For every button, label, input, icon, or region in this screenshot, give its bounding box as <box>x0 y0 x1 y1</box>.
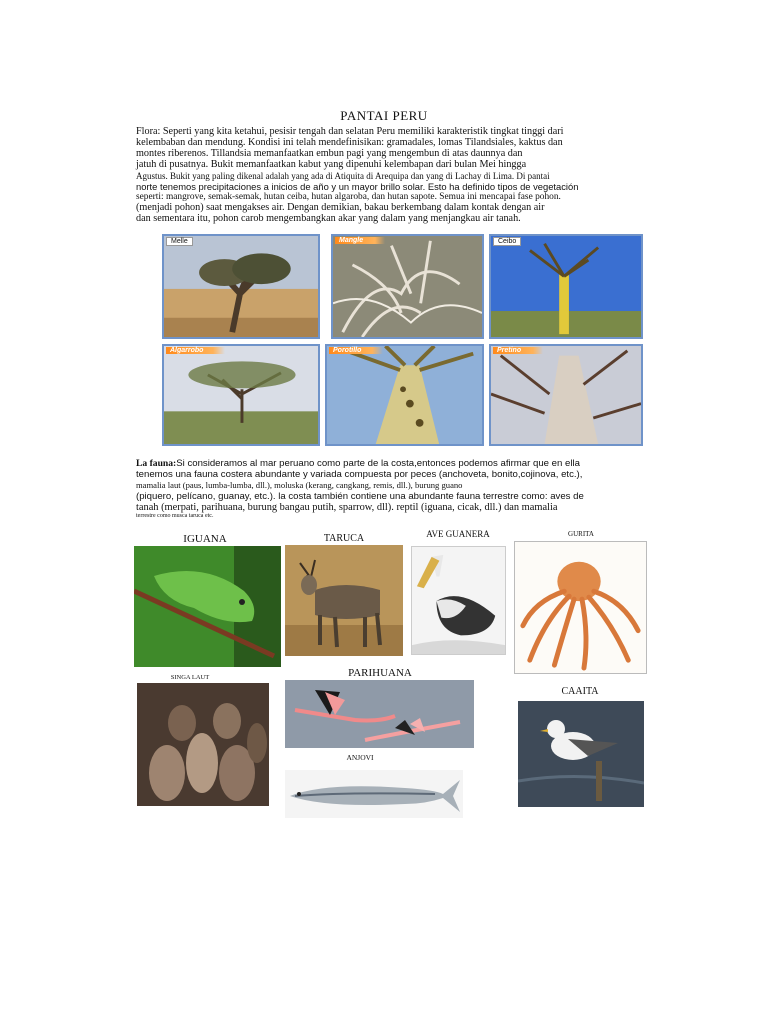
flamingo-image <box>285 680 474 748</box>
flora-line: (menjadi pohon) saat mengakses air. Dengan demikian, bakau berkembang dalam kontak dengan air <box>136 202 545 214</box>
flora-line: montes riberenos. Tillandsia memanfaatkan embun pagi yang mengembun di atas daunnya dan <box>136 147 523 159</box>
caption-ave-guanera: AVE GUANERA <box>426 529 490 539</box>
anjovi-photo <box>285 770 463 818</box>
gurita-photo <box>514 541 647 674</box>
tree-photo-algarrobo <box>162 344 320 446</box>
deer-image <box>285 545 403 656</box>
tree-tag: Pretino <box>493 347 543 354</box>
parihuana-photo <box>285 680 474 748</box>
porotillo-tree-image <box>327 346 482 444</box>
tree-tag: Melle <box>166 237 193 246</box>
fauna-paragraph <box>136 458 648 520</box>
page-title: PANTAI PERU <box>340 108 428 123</box>
ceibo-tree-image <box>491 236 641 337</box>
flora-line: Agustus. Bukit yang paling dikenal adalah yang ada di Atiquita di Arequipa dan yang di Lachay di Lima. Di pantai <box>136 170 550 181</box>
caption-parihuana: PARIHUANA <box>348 667 412 679</box>
flora-line: Flora: Seperti yang kita ketahui, pesisir tengah dan selatan Peru memiliki karakteristik tingkat tinggi dari <box>136 126 564 137</box>
tree-tag: Ceibo <box>493 237 521 246</box>
pelican-image <box>412 547 505 654</box>
anchovy-image <box>285 770 463 818</box>
flora-line: jatuh di pusatnya. Bukit memanfaatkan kabut yang dipenuhi kelembapan dari bulan Mei hingga <box>136 158 527 170</box>
tree-photo-mangle <box>331 234 484 339</box>
iguana-image <box>134 546 281 667</box>
fauna-line: mamalia laut (paus, lumba-lumba, dll.), moluska (kerang, cangkang, remis, dll.), burung guano <box>136 480 463 490</box>
pretino-tree-image <box>491 346 641 444</box>
tree-photo-melle <box>162 234 320 339</box>
caption-caaita: CAAITA <box>561 686 599 697</box>
caption-iguana: IGUANA <box>183 533 227 545</box>
ave-guanera-photo <box>411 546 506 655</box>
mangrove-image <box>333 236 482 337</box>
flora-line: kelembaban dan mendung. Kondisi ini telah mendefinisikan: gramadales, lomas Tilandsiales, kaktus dan <box>136 136 563 148</box>
tree-tag: Porotillo <box>329 347 383 354</box>
fauna-line: Si consideramos al mar peruano como parte de la costa,entonces podemos afirmar que en ella <box>176 458 580 469</box>
tree-photo-porotillo <box>325 344 484 446</box>
tree-tag: Algarrobo <box>166 347 225 354</box>
caption-singa-laut: SINGA LAUT <box>170 674 210 681</box>
caaita-photo <box>518 701 644 807</box>
fauna-label: La fauna: <box>136 458 177 469</box>
flora-line: dan sementara itu, pohon carob mengembangkan akar yang dalam yang menjangkau air tanah. <box>136 213 521 225</box>
fauna-line: terrestre como musca taruca etc. <box>136 513 214 519</box>
flora-paragraph <box>136 127 648 225</box>
flora-line: norte tenemos precipitaciones a inicios de año y un mayor brillo solar. Esto ha definido tipos de vegetación <box>136 180 579 192</box>
fauna-line: tanah (merpati, parihuana, burung bangau putih, sparrow, dll). reptil (iguana, cicak, dll.) dan mamalia <box>136 502 558 513</box>
caption-gurita: GURITA <box>568 530 594 538</box>
seagull-image <box>518 701 644 807</box>
melle-tree-image <box>164 236 318 337</box>
octopus-image <box>515 542 646 673</box>
flora-line: seperti: mangrove, semak-semak, hutan ceiba, hutan algaroba, dan hutan sapote. Semua ini mencapai fase pohon. <box>136 192 561 203</box>
caption-taruca: TARUCA <box>323 533 365 544</box>
fauna-line: tenemos una fauna costera abundante y variada compuesta por peces (anchoveta, bonito,cojinova, etc.), <box>136 469 583 480</box>
tree-photo-pretino <box>489 344 643 446</box>
iguana-photo <box>134 546 281 667</box>
tree-tag: Mangle <box>335 237 385 244</box>
fauna-line: (piquero, pelícano, guanay, etc.). la costa también contiene una abundante fauna terrestre como: aves de <box>136 491 584 502</box>
tree-photo-ceibo <box>489 234 643 339</box>
taruca-photo <box>285 545 403 656</box>
caption-anjovi: ANJOVI <box>346 753 374 762</box>
singa-laut-photo <box>137 683 269 806</box>
algarrobo-tree-image <box>164 346 318 444</box>
sea-lion-image <box>137 683 269 806</box>
